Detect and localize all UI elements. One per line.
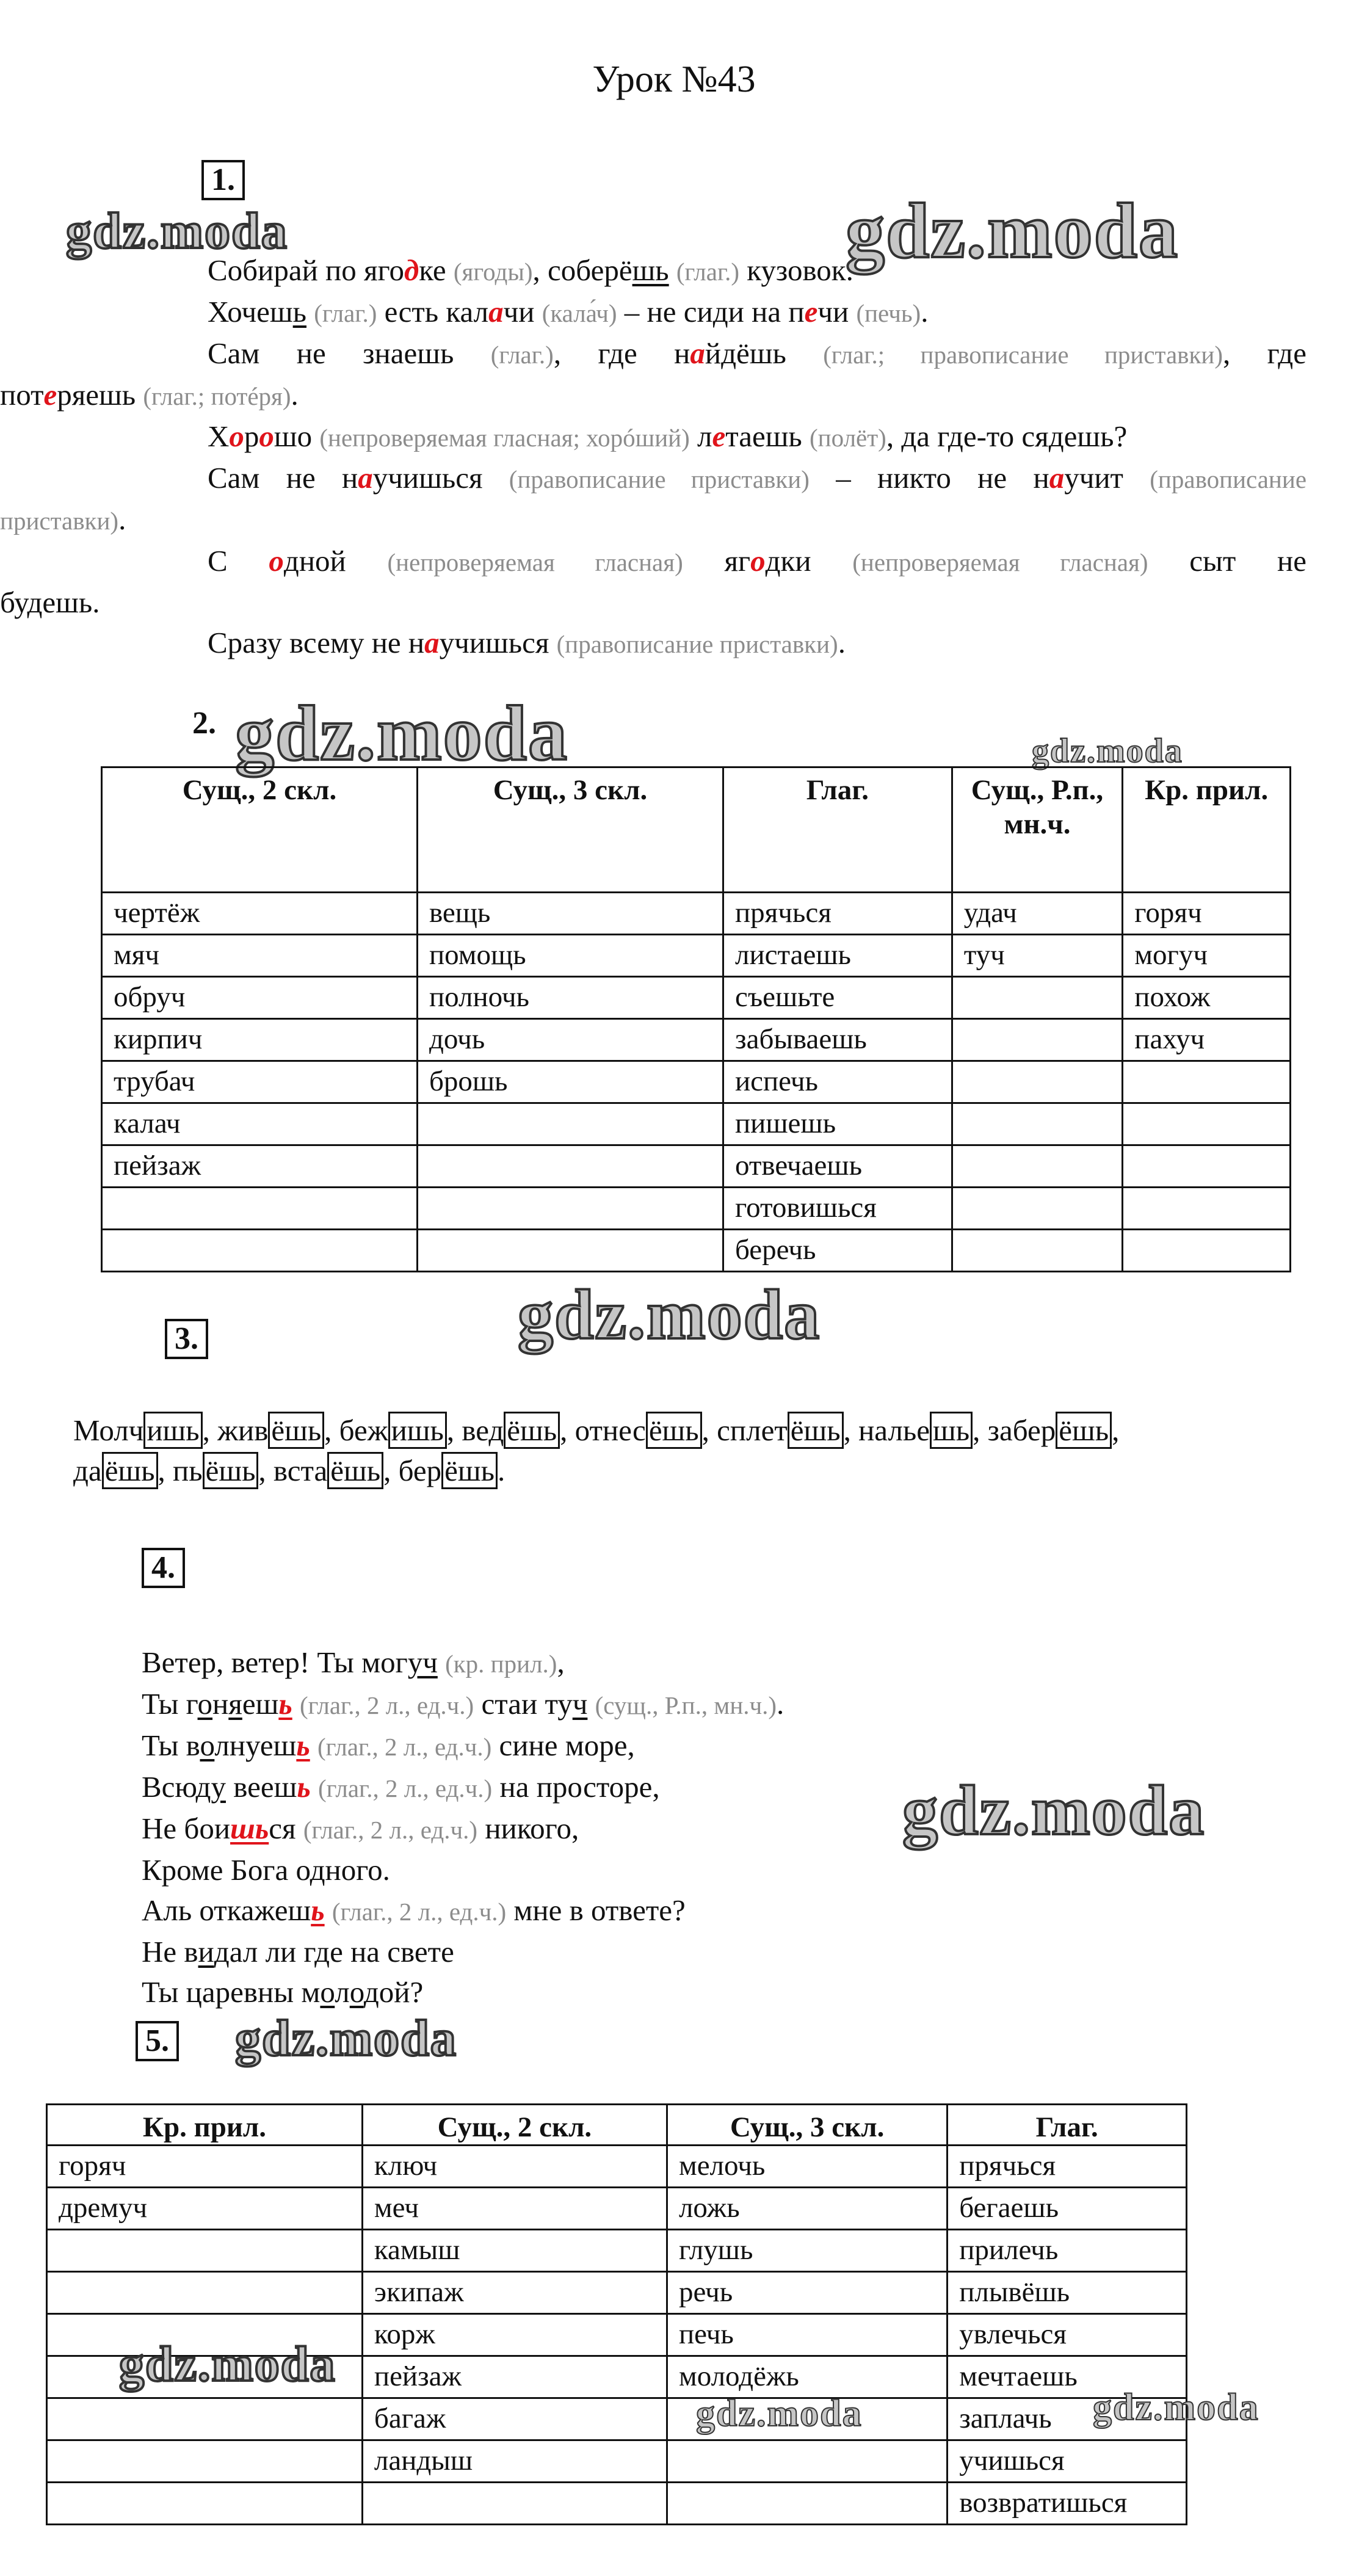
ex1-line-1: Собирай по ягодке (ягоды), соберёшь (глаг.) кузовок. xyxy=(208,253,853,287)
column-header: Кр. прил. xyxy=(47,2105,363,2146)
watermark: gdz.moda xyxy=(119,2336,336,2392)
table-row: беречь xyxy=(102,1230,1291,1272)
poem-line-6: Кроме Бога одного. xyxy=(142,1853,390,1887)
watermark: gdz.moda xyxy=(902,1772,1206,1850)
table-row: пейзаж молодёжь мечтаешь xyxy=(47,2356,1187,2398)
table-row: трубач брошь испечь xyxy=(102,1061,1291,1103)
poem-line-9: Ты царевны молодой? xyxy=(142,1975,424,2009)
ex1-line-3: Сам не знаешь (глаг.), где найдёшь (глаг.; правописание приставки), где xyxy=(208,336,1306,370)
table-row: пейзаж отвечаешь xyxy=(102,1145,1291,1188)
watermark: gdz.moda xyxy=(846,187,1179,274)
column-header: Сущ., 3 скл. xyxy=(667,2105,947,2146)
poem-line-3: Ты волнуешь (глаг., 2 л., ед.ч.) сине море, xyxy=(142,1729,635,1762)
ex1-line-7: приставки). xyxy=(0,503,126,536)
ex1-line-9: будешь. xyxy=(0,586,100,619)
table-row: готовишься xyxy=(102,1188,1291,1230)
exercise-5-table xyxy=(46,2103,1187,2525)
table-row: возвратишься xyxy=(47,2483,1187,2525)
exercise-3-number: 3. xyxy=(165,1319,208,1359)
ex1-line-5: Хорошо (непроверяемая гласная; хорóший) летаешь (полёт), да где-то сядешь? xyxy=(208,419,1128,453)
column-header: Глаг. xyxy=(723,767,952,893)
column-header: Кр. прил. xyxy=(1123,767,1291,893)
word: сплет ёшь , xyxy=(717,1412,858,1449)
word: беж ишь , xyxy=(339,1412,462,1449)
word: жив ёшь , xyxy=(217,1412,339,1449)
word: налье шь , xyxy=(858,1412,988,1449)
ex1-line-6: Сам не научишься (правописание приставки) – никто не научит (правописание xyxy=(208,461,1307,495)
table-header-row xyxy=(102,767,1291,893)
exercise-1-text xyxy=(0,250,1307,664)
table-row: горяч ключ мелочь прячься xyxy=(47,2146,1187,2188)
word: вста ёшь , xyxy=(274,1452,399,1489)
ex1-line-10: Сразу всему не научишься (правописание приставки). xyxy=(208,626,846,659)
word: отнес ёшь , xyxy=(575,1412,717,1449)
column-header: Сущ., Р.п., мн.ч. xyxy=(952,767,1123,893)
ex1-line-2: Хочешь (глаг.) есть калачи (кала́ч) – не сиди на печи (печь). xyxy=(208,295,929,328)
word: пь ёшь , xyxy=(173,1452,274,1489)
watermark: gdz.moda xyxy=(518,1276,821,1354)
word: Молч ишь , xyxy=(73,1412,217,1449)
watermark: gdz.moda xyxy=(1093,2387,1259,2428)
exercise-5-number: 5. xyxy=(136,2021,179,2061)
table-row: калач пишешь xyxy=(102,1103,1291,1145)
poem-line-1: Ветер, ветер! Ты могуч (кр. прил.), xyxy=(142,1645,565,1679)
watermark: gdz.moda xyxy=(696,2393,863,2434)
column-header: Сущ., 2 скл. xyxy=(362,2105,667,2146)
poem-line-7: Аль откажешь (глаг., 2 л., ед.ч.) мне в ответе? xyxy=(142,1893,686,1927)
exercise-3-text xyxy=(73,1410,1270,1491)
column-header: Глаг. xyxy=(948,2105,1187,2146)
table-row: камыш глушь прилечь xyxy=(47,2230,1187,2272)
watermark: gdz.moda xyxy=(235,2010,457,2067)
watermark: gdz.moda xyxy=(235,690,568,777)
word: вед ёшь , xyxy=(462,1412,574,1449)
watermark: gdz.moda xyxy=(66,203,288,259)
word: да ёшь , xyxy=(73,1452,173,1489)
word: забер ёшь , xyxy=(988,1412,1120,1449)
exercise-2-number: 2. xyxy=(192,706,216,741)
table-row: ландыш учишься xyxy=(47,2440,1187,2483)
column-header: Сущ., 3 скл. xyxy=(417,767,723,893)
poem-line-2: Ты гоняешь (глаг., 2 л., ед.ч.) стаи туч (сущ., Р.п., мн.ч.). xyxy=(142,1687,785,1721)
table-row: дремуч меч ложь бегаешь xyxy=(47,2188,1187,2230)
table-row: чертёж вещь прячься удач горяч xyxy=(102,893,1291,935)
table-row: корж печь увлечься xyxy=(47,2314,1187,2356)
exercise-4-poem xyxy=(142,1642,784,2012)
table-row: багаж заплачь xyxy=(47,2398,1187,2440)
ex3-line-1 xyxy=(73,1410,1270,1451)
table-row: мяч помощь листаешь туч могуч xyxy=(102,935,1291,977)
exercise-1-number: 1. xyxy=(201,160,245,200)
poem-line-5: Не боишься (глаг., 2 л., ед.ч.) никого, xyxy=(142,1812,579,1845)
ex3-line-2 xyxy=(73,1451,1270,1491)
word: бер ёшь . xyxy=(399,1452,506,1489)
page-title: Урок №43 xyxy=(592,59,756,100)
table-row: экипаж речь плывёшь xyxy=(47,2272,1187,2314)
ex1-line-8: С одной (непроверяемая гласная) ягодки (непроверяемая гласная) сыт не xyxy=(208,544,1307,578)
column-header: Сущ., 2 скл. xyxy=(102,767,418,893)
table-row: обруч полночь съешьте похож xyxy=(102,977,1291,1019)
watermark: gdz.moda xyxy=(1032,732,1183,770)
poem-line-4: Всюду веешь (глаг., 2 л., ед.ч.) на просторе, xyxy=(142,1770,660,1804)
exercise-2-table xyxy=(101,766,1291,1272)
ex1-line-4: потеряешь (глаг.; потéря). xyxy=(0,378,299,412)
poem-line-8: Не видал ли где на свете xyxy=(142,1935,454,1968)
table-header-row xyxy=(47,2105,1187,2146)
exercise-4-number: 4. xyxy=(142,1548,185,1588)
table-row: кирпич дочь забываешь пахуч xyxy=(102,1019,1291,1061)
